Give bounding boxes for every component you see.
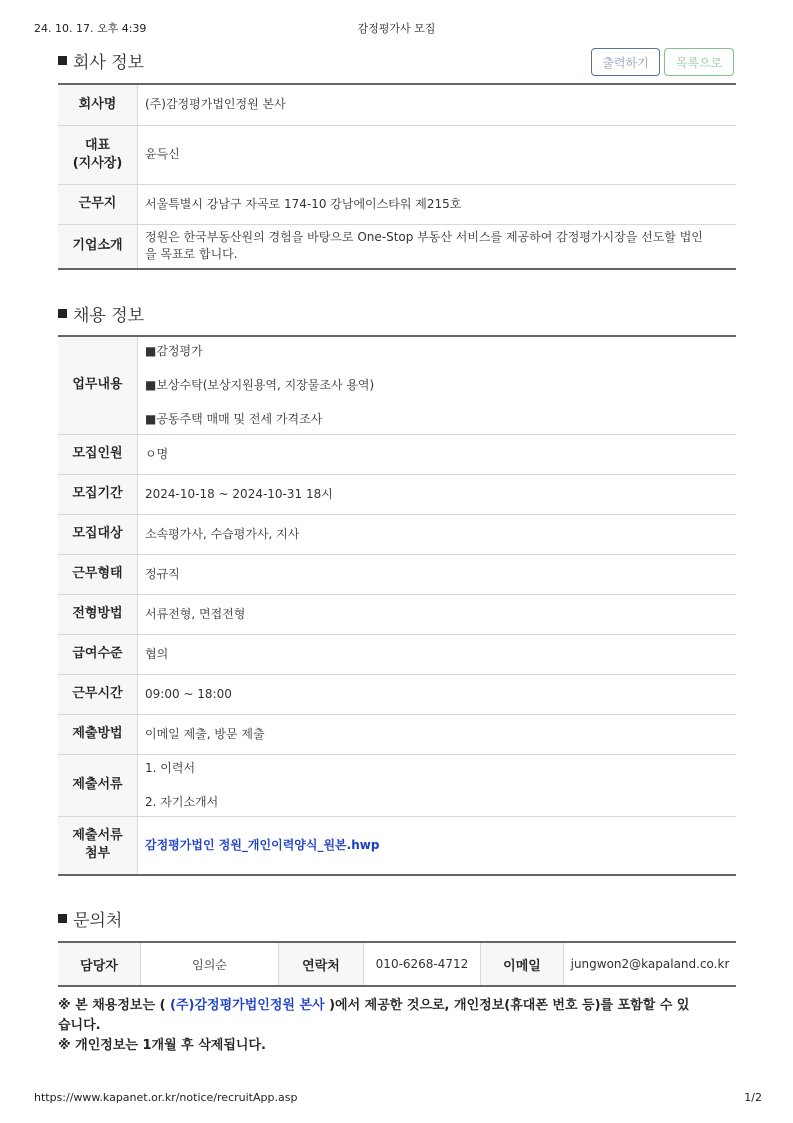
row-value: ㅇ명 (138, 434, 737, 474)
company-section-title: 회사 정보 (58, 48, 144, 73)
row-value: 협의 (138, 634, 737, 674)
table-row (58, 84, 736, 125)
recruit-info-table (58, 335, 736, 876)
table-row (58, 714, 736, 754)
table-row (58, 674, 736, 714)
manager-value: 임의순 (141, 942, 279, 986)
notice-line-2: ※ 개인정보는 1개월 후 삭제됩니다. (58, 1038, 266, 1053)
row-value: 정규직 (138, 554, 737, 594)
table-row (58, 816, 736, 875)
notice-company-name: (주)감정평가법인정원 본사 (170, 998, 325, 1013)
table-row (58, 514, 736, 554)
row-label: 대표 (지사장) (58, 125, 138, 184)
company-intro-value: 정원은 한국부동산원의 경험을 바탕으로 One-Stop 부동산 서비스를 제공하여 감정평가시장을 선도할 법인 을 목표로 합니다. (145, 230, 703, 262)
row-value: 09:00 ~ 18:00 (138, 674, 737, 714)
row-label: 업무내용 (58, 336, 138, 434)
row-label: 회사명 (58, 84, 138, 125)
attachment-value (138, 816, 737, 875)
row-label: 제출서류 첨부 (58, 816, 138, 875)
print-url: https://www.kapanet.or.kr/notice/recruitApp.asp (34, 1091, 298, 1104)
manager-label: 담당자 (58, 942, 141, 986)
row-label: 모집인원 (58, 434, 138, 474)
phone-value: 010-6268-4712 (364, 942, 481, 986)
email-value: jungwon2@kapaland.co.kr (570, 957, 730, 971)
square-bullet-icon (58, 914, 67, 923)
notice-line-1-cont: 습니다. (58, 1018, 101, 1033)
notice-line-1: ※ 본 채용정보는 ( (주)감정평가법인정원 본사 )에서 제공한 것으로, 개인정보(휴대폰 번호 등)를 포함할 수 있 (58, 998, 690, 1013)
table-row (58, 224, 736, 269)
row-label: 제출서류 (58, 754, 138, 816)
row-label: 전형방법 (58, 594, 138, 634)
list-item: 1. 이력서 (145, 760, 196, 775)
row-value: 소속평가사, 수습평가사, 지사 (138, 514, 737, 554)
row-label: 기업소개 (58, 224, 138, 269)
table-row (58, 474, 736, 514)
row-label: 근무지 (58, 184, 138, 224)
contact-table (58, 941, 736, 987)
row-label: 모집대상 (58, 514, 138, 554)
row-label: 모집기간 (58, 474, 138, 514)
table-row (58, 184, 736, 224)
table-row (58, 594, 736, 634)
table-row (58, 125, 736, 184)
contact-section-title: 문의처 (58, 906, 122, 931)
duties-value (138, 336, 737, 434)
list-item: 2. 자기소개서 (145, 794, 219, 809)
email-label: 이메일 (481, 942, 564, 986)
row-value: 서류전형, 면접전형 (138, 594, 737, 634)
table-row (58, 554, 736, 594)
table-row (58, 434, 736, 474)
row-value: 이메일 제출, 방문 제출 (138, 714, 737, 754)
privacy-notice (58, 996, 738, 1056)
table-row (58, 336, 736, 434)
recruit-section-title: 채용 정보 (58, 301, 144, 326)
row-label: 근무형태 (58, 554, 138, 594)
square-bullet-icon (58, 309, 67, 318)
print-title: 감정평가사 모집 (357, 22, 436, 35)
print-button[interactable]: 출력하기 (591, 48, 660, 76)
ceo-value: 윤득신 (138, 125, 737, 184)
row-value: 2024-10-18 ~ 2024-10-31 18시 (138, 474, 737, 514)
list-item: ■공동주택 매매 및 전세 가격조사 (145, 411, 323, 426)
work-location-value: 서울특별시 강남구 자곡로 174-10 강남에이스타워 제215호 (138, 184, 737, 224)
documents-value (138, 754, 737, 816)
row-label: 제출방법 (58, 714, 138, 754)
table-row (58, 634, 736, 674)
square-bullet-icon (58, 56, 67, 65)
table-row (58, 754, 736, 816)
print-page-number: 1/2 (744, 1091, 762, 1104)
print-datetime: 24. 10. 17. 오후 4:39 (34, 22, 147, 35)
row-label: 급여수준 (58, 634, 138, 674)
company-name-value: (주)감정평가법인정원 본사 (138, 84, 737, 125)
row-label: 근무시간 (58, 674, 138, 714)
company-info-table (58, 83, 736, 270)
list-item: ■감정평가 (145, 343, 203, 358)
table-row (58, 942, 736, 986)
list-item: ■보상수탁(보상지원용역, 지장물조사 용역) (145, 377, 375, 392)
phone-label: 연락처 (279, 942, 364, 986)
attachment-download-link[interactable]: 감정평가법인 정원_개인이력양식_원본.hwp (145, 837, 380, 852)
back-to-list-button[interactable]: 목록으로 (664, 48, 734, 76)
